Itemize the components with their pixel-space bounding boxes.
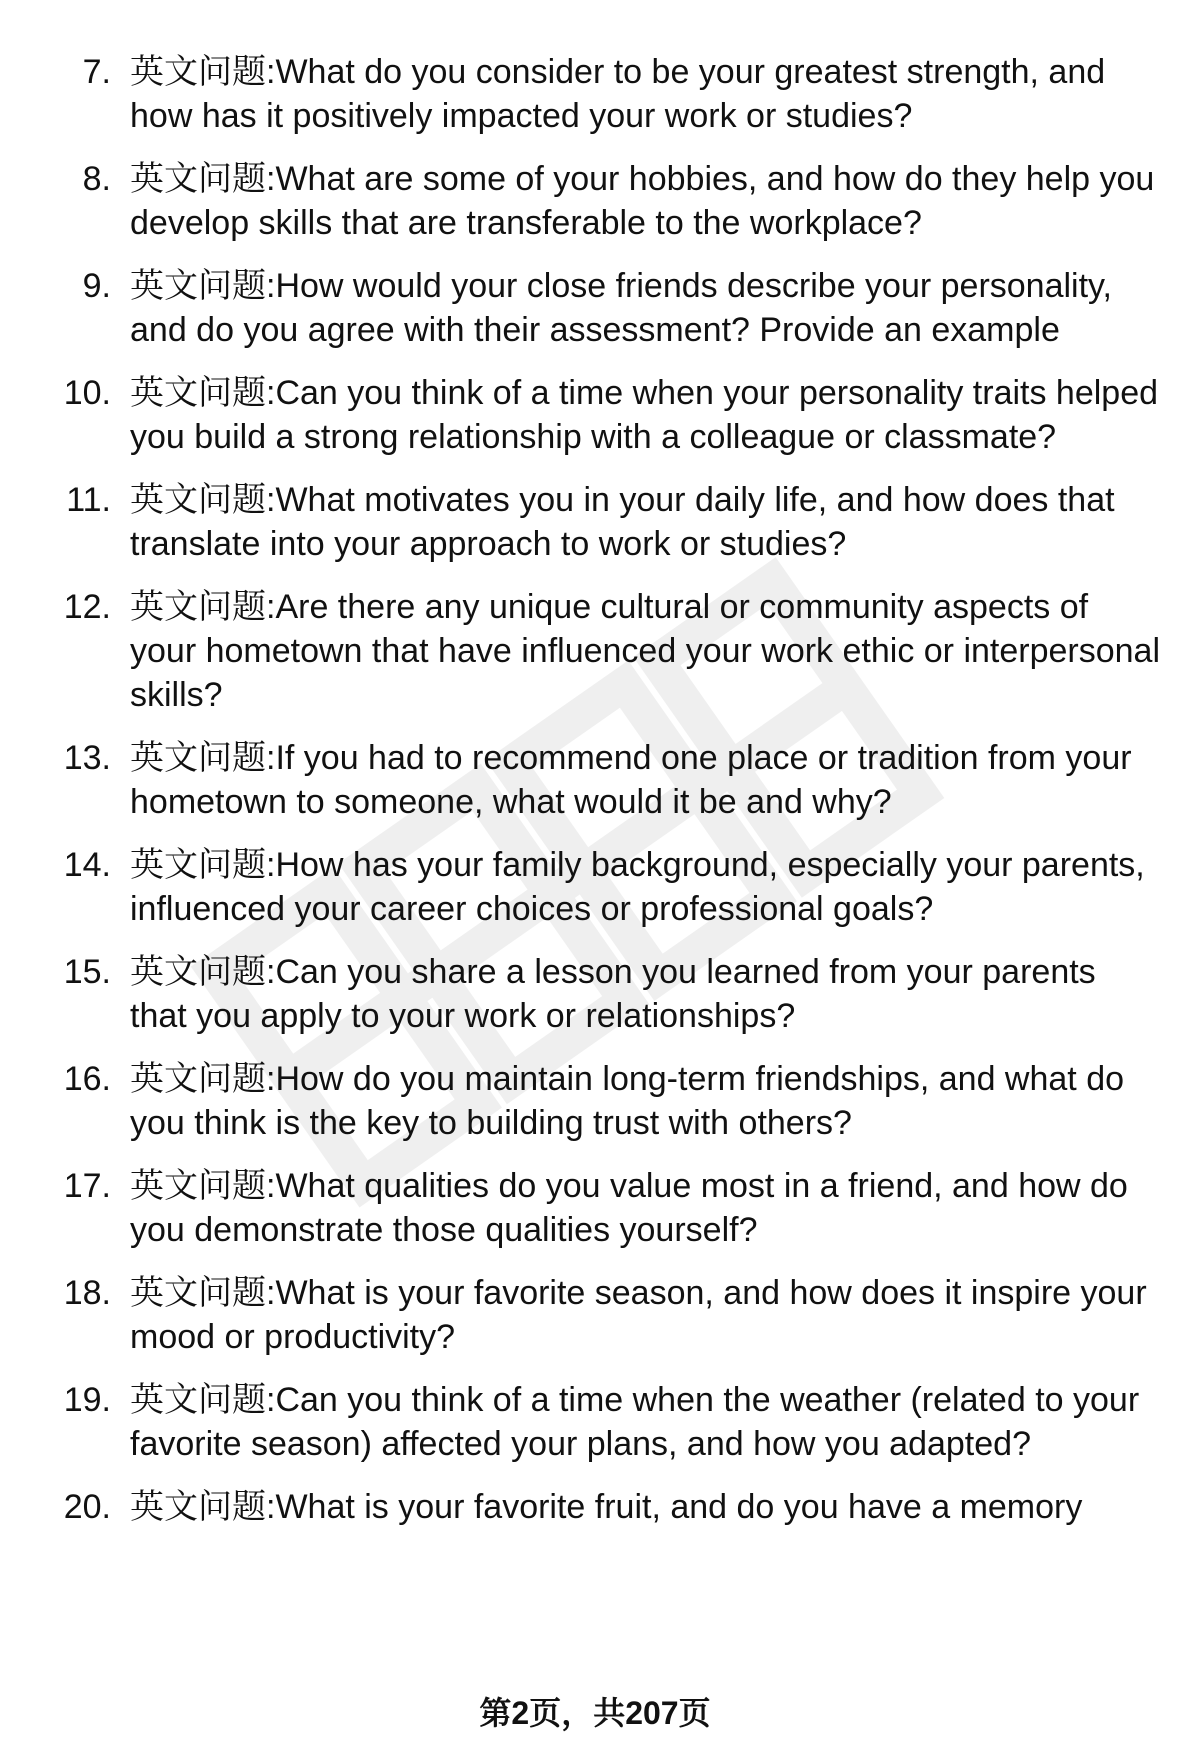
question-text: 英文问题:What are some of your hobbies, and how do they help you develop skills that are transferable to the workplace? bbox=[130, 160, 1155, 242]
question-number: 12. bbox=[63, 588, 111, 626]
question-text: 英文问题:If you had to recommend one place or tradition from your hometown to someone, what would it be and why? bbox=[130, 739, 1132, 821]
question-text: 英文问题:Can you think of a time when your personality traits helped you build a strong relationship with a colleague or classmate? bbox=[130, 374, 1159, 456]
question-number: 17. bbox=[63, 1167, 111, 1205]
list-item bbox=[0, 1057, 1190, 1145]
question-text: 英文问题:Are there any unique cultural or community aspects of your hometown that have influenced your work ethic or interpersonal skills? bbox=[130, 588, 1161, 714]
question-text: 英文问题:How would your close friends describe your personality, and do you agree with their assessment? Provide an example bbox=[130, 267, 1112, 349]
question-text: 英文问题:How do you maintain long-term friendships, and what do you think is the key to building trust with others? bbox=[130, 1060, 1125, 1142]
question-text: 英文问题:What do you consider to be your greatest strength, and how has it positively impacted your work or studies? bbox=[130, 53, 1106, 135]
question-text: 英文问题:Can you think of a time when the weather (related to your favorite season) affected your plans, and how you adapted? bbox=[130, 1381, 1140, 1463]
question-list bbox=[0, 50, 1190, 1548]
question-number: 19. bbox=[63, 1381, 111, 1419]
list-item bbox=[0, 478, 1190, 566]
question-number: 16. bbox=[63, 1060, 111, 1098]
question-number: 11. bbox=[66, 481, 111, 519]
list-item bbox=[0, 950, 1190, 1038]
question-number: 7. bbox=[82, 53, 111, 91]
question-text: 英文问题:What motivates you in your daily life, and how does that translate into your approach to work or studies? bbox=[130, 481, 1115, 563]
list-item bbox=[0, 1485, 1190, 1529]
question-number: 14. bbox=[63, 846, 111, 884]
question-text: 英文问题:What qualities do you value most in a friend, and how do you demonstrate those qualities yourself? bbox=[130, 1167, 1128, 1249]
list-item bbox=[0, 371, 1190, 459]
list-item bbox=[0, 264, 1190, 352]
question-number: 13. bbox=[63, 739, 111, 777]
list-item bbox=[0, 736, 1190, 824]
question-number: 20. bbox=[63, 1488, 111, 1526]
question-number: 15. bbox=[63, 953, 111, 991]
list-item bbox=[0, 157, 1190, 245]
question-text: 英文问题:How has your family background, especially your parents, influenced your career choices or professional goals? bbox=[130, 846, 1145, 928]
question-text: 英文问题:What is your favorite fruit, and do you have a memory bbox=[130, 1488, 1083, 1526]
question-number: 10. bbox=[63, 374, 111, 412]
question-number: 9. bbox=[82, 267, 111, 305]
question-number: 8. bbox=[82, 160, 111, 198]
question-number: 18. bbox=[63, 1274, 111, 1312]
list-item bbox=[0, 1378, 1190, 1466]
list-item bbox=[0, 843, 1190, 931]
question-text: 英文问题:Can you share a lesson you learned from your parents that you apply to your work or relationships? bbox=[130, 953, 1096, 1035]
page-number-footer: 第2页，共207页 bbox=[479, 1695, 711, 1731]
list-item bbox=[0, 1271, 1190, 1359]
list-item bbox=[0, 1164, 1190, 1252]
list-item bbox=[0, 50, 1190, 138]
list-item bbox=[0, 585, 1190, 717]
question-text: 英文问题:What is your favorite season, and how does it inspire your mood or productivity? bbox=[130, 1274, 1147, 1356]
